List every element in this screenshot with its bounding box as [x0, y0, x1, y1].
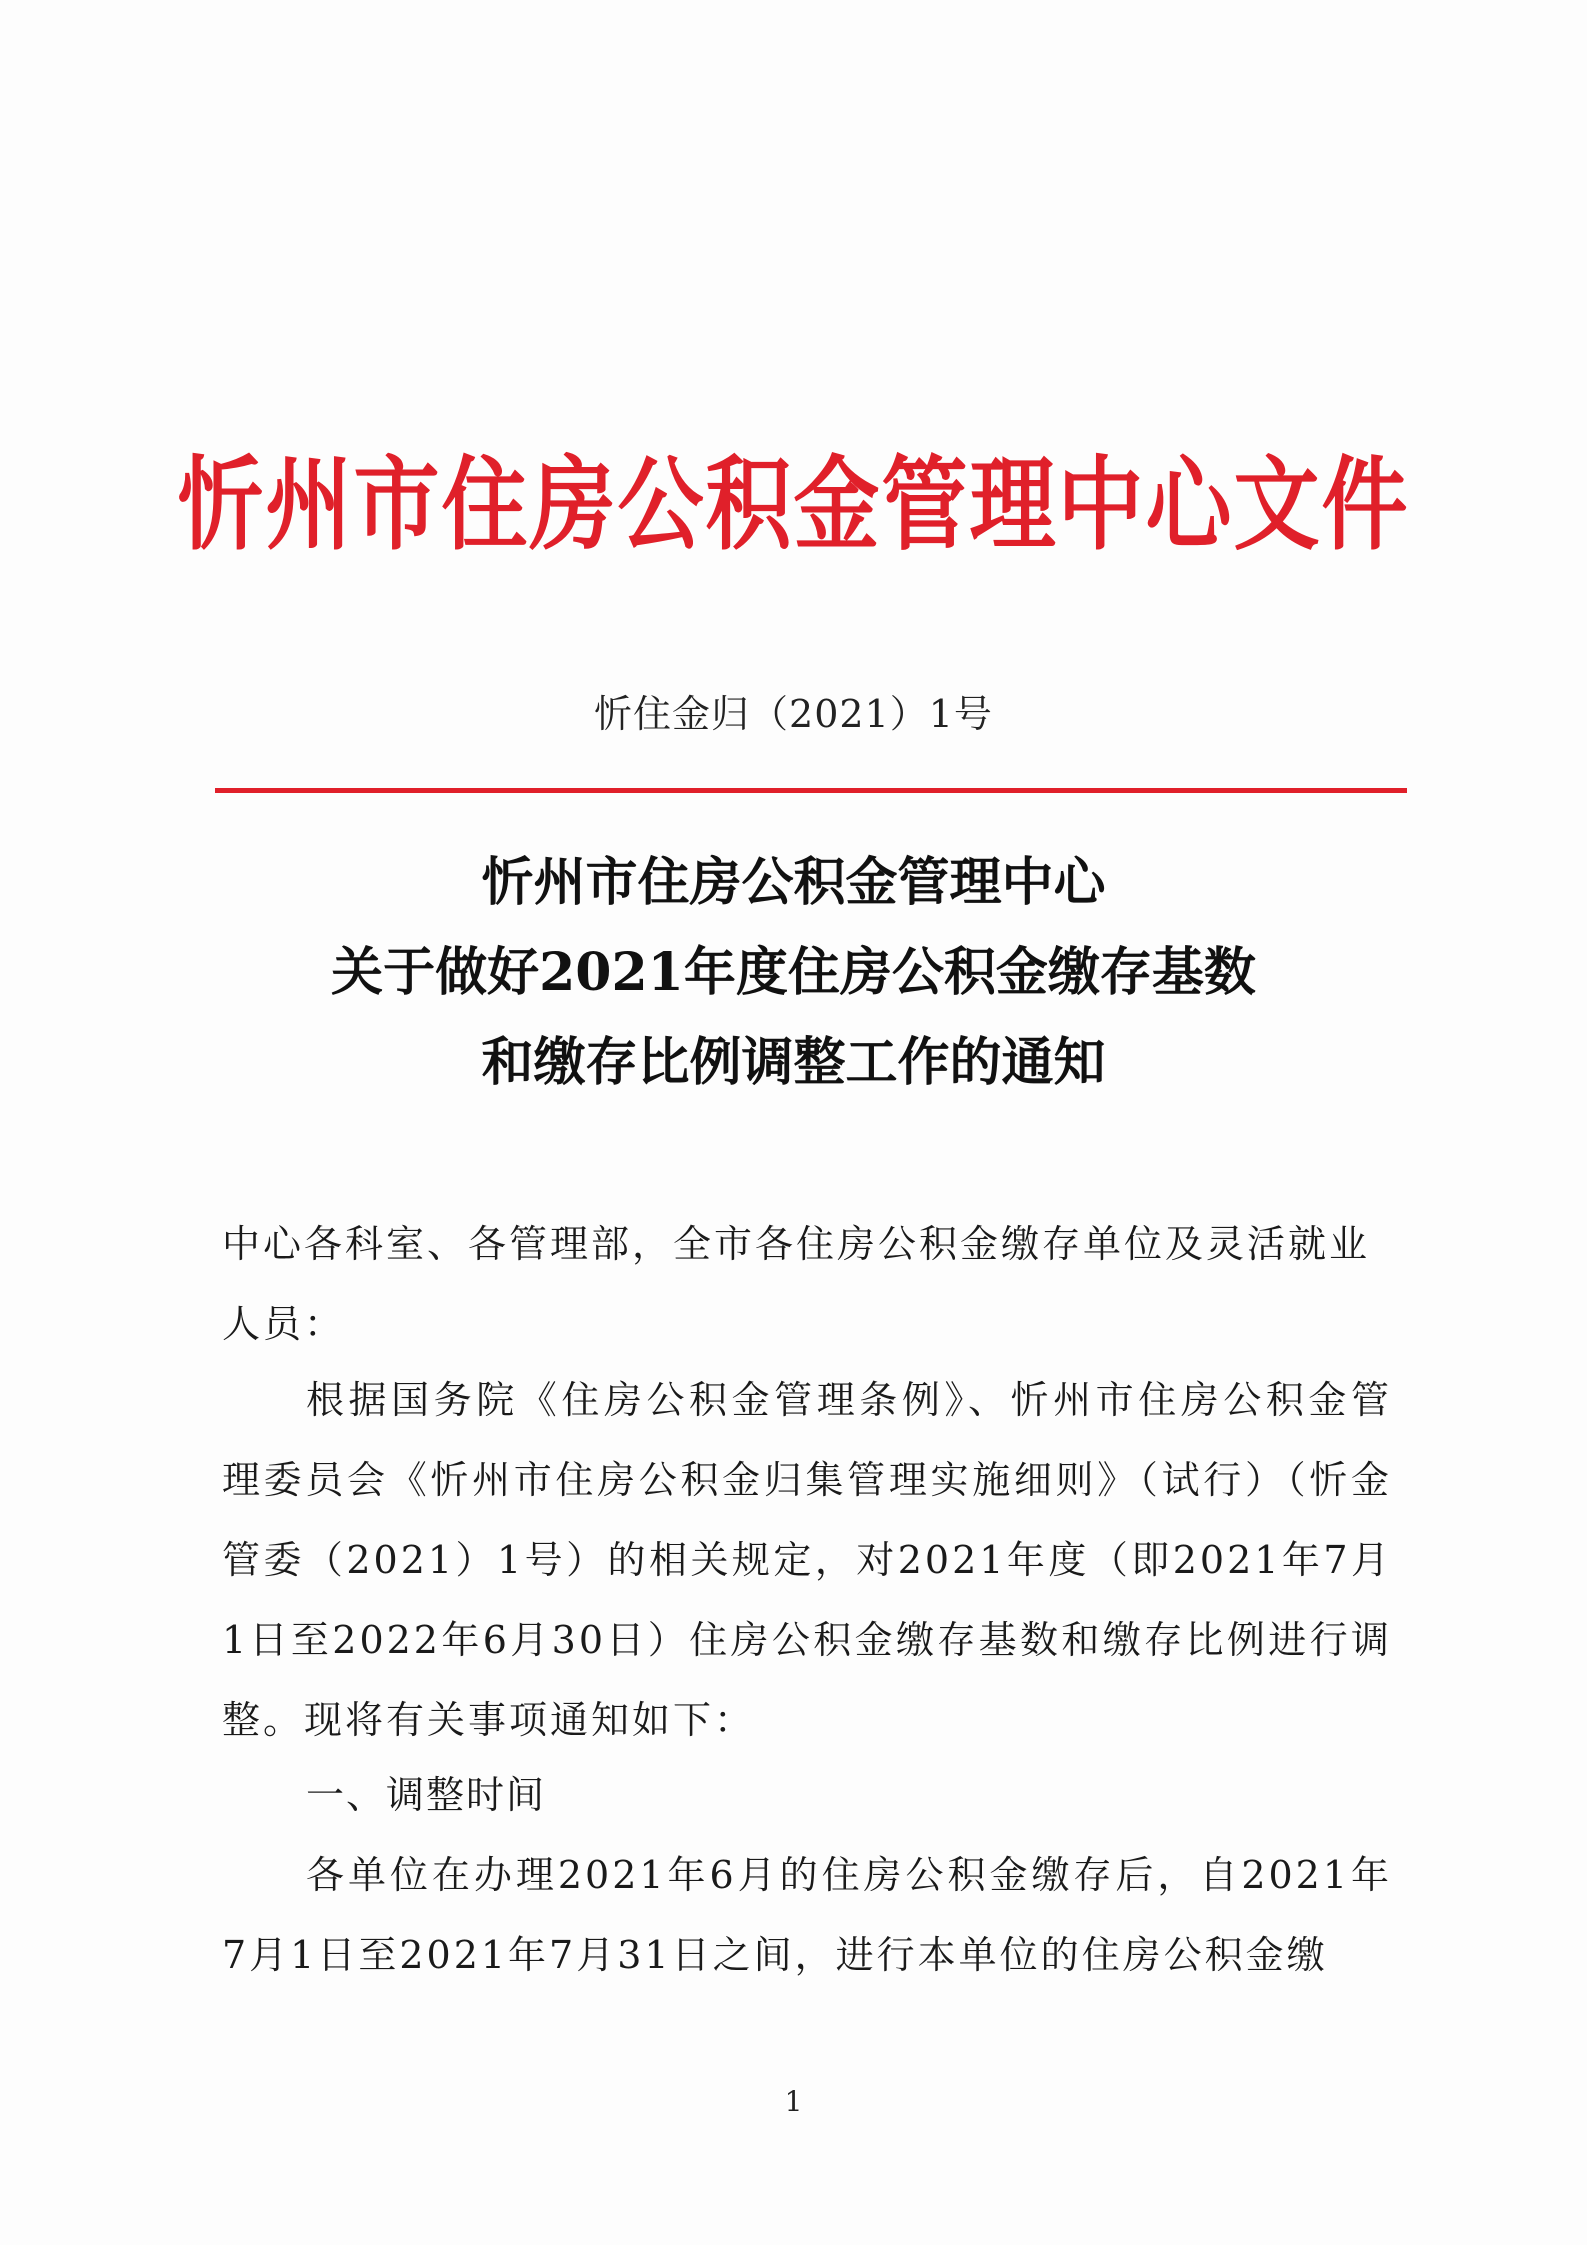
page-number: 1: [784, 2085, 803, 2118]
notice-title-line-2: 关于做好2021年度住房公积金缴存基数: [331, 942, 1256, 1003]
body-paragraph-2: 各单位在办理2021年6月的住房公积金缴存后，自2021年7月1日至2021年7月31日之间，进行本单位的住房公积金缴: [222, 1853, 1392, 1977]
document-header-title: 忻州市住房公积金管理中心文件: [177, 446, 1410, 565]
notice-title-line-3: 和缴存比例调整工作的通知: [481, 1032, 1106, 1093]
document-number: 忻住金归（2021）1号: [594, 692, 993, 736]
notice-title: [0, 838, 1587, 1108]
notice-title-line-1: 忻州市住房公积金管理中心: [481, 852, 1106, 913]
body-paragraph-1: 根据国务院《住房公积金管理条例》、忻州市住房公积金管理委员会《忻州市住房公积金归集管理实施细则》（试行）（忻金管委（2021）1号）的相关规定，对2021年度（即2021年7月1日至2022年6月30日）住房公积金缴存基数和缴存比例进行调整。现将有关事项通知如下：: [222, 1378, 1392, 1742]
addressee: 中心各科室、各管理部，全市各住房公积金缴存单位及灵活就业人员：: [222, 1222, 1371, 1346]
red-divider-line: [215, 788, 1407, 793]
section-heading-1: 一、调整时间: [306, 1773, 547, 1817]
